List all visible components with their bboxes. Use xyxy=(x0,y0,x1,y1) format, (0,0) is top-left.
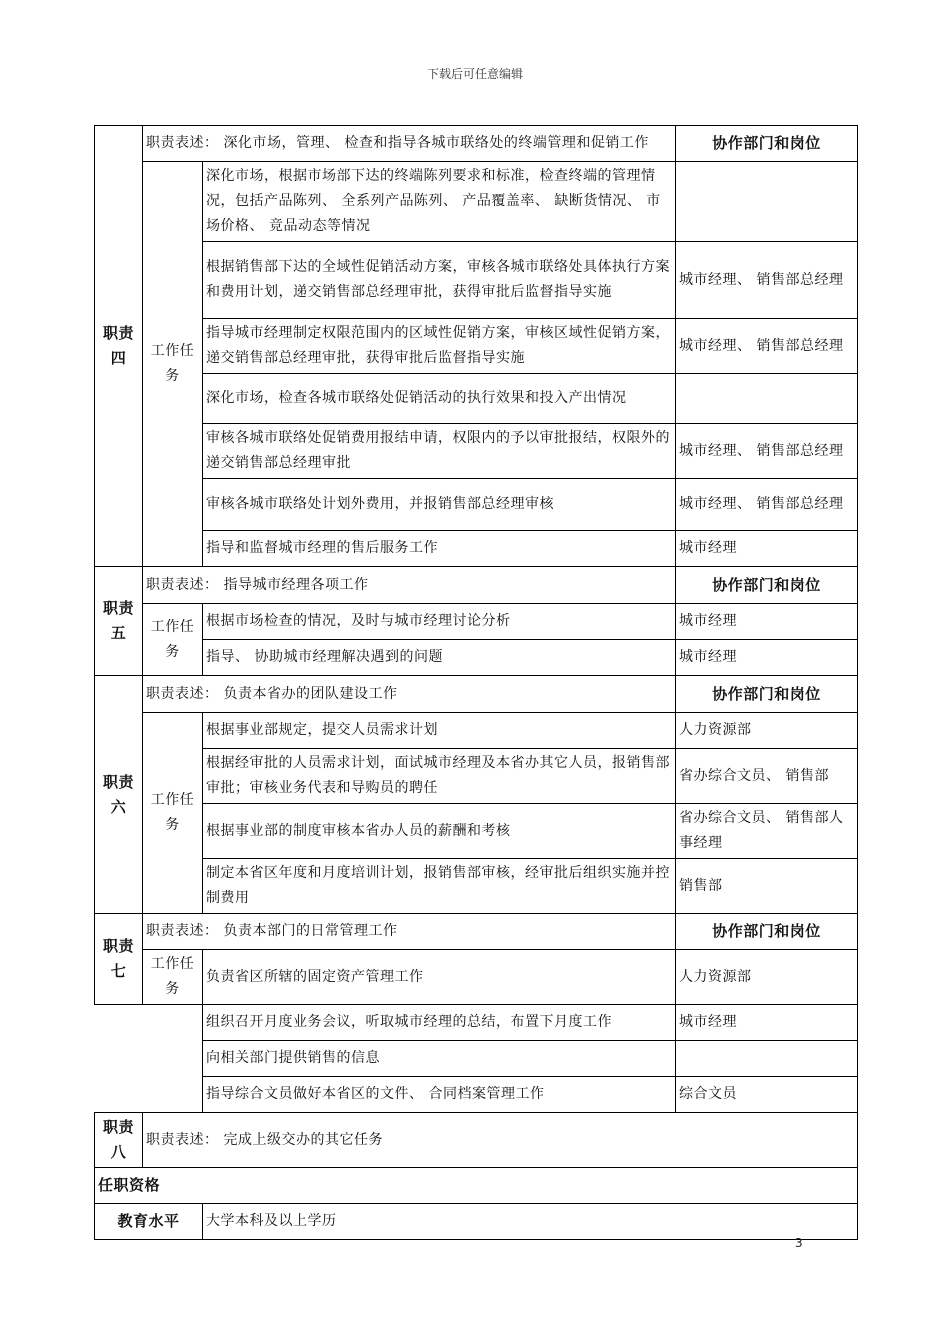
duty8-desc: 职责表述： 完成上级交办的其它任务 xyxy=(143,1113,858,1168)
table-row xyxy=(95,1005,858,1041)
collab-cell: 城市经理、 销售部总经理 xyxy=(676,424,858,479)
table-row xyxy=(95,424,858,479)
table-row xyxy=(95,950,858,1005)
duty5-desc: 职责表述： 指导城市经理各项工作 xyxy=(143,567,676,604)
duty7-title: 职责七 xyxy=(95,914,143,1005)
collab-cell: 省办综合文员、 销售部 xyxy=(676,749,858,804)
duty8-title: 职责八 xyxy=(95,1113,143,1168)
collab-cell: 城市经理、 销售部总经理 xyxy=(676,479,858,531)
table-row xyxy=(95,804,858,859)
table-row xyxy=(95,749,858,804)
task-cell: 指导城市经理制定权限范围内的区域性促销方案，审核区域性促销方案，递交销售部总经理审批，获得审批后监督指导实施 xyxy=(203,319,676,374)
task-cell: 指导和监督城市经理的售后服务工作 xyxy=(203,531,676,567)
collab-cell: 城市经理 xyxy=(676,1005,858,1041)
duty4-work-tasks-label: 工作任务 xyxy=(143,162,203,567)
collab-cell: 人力资源部 xyxy=(676,950,858,1005)
empty-cell xyxy=(95,1041,203,1077)
duty4-desc-row xyxy=(95,126,858,162)
duty4-title: 职责四 xyxy=(95,126,143,567)
task-cell: 向相关部门提供销售的信息 xyxy=(203,1041,676,1077)
table-row xyxy=(95,713,858,749)
task-cell: 指导综合文员做好本省区的文件、 合同档案管理工作 xyxy=(203,1077,676,1113)
table-row xyxy=(95,479,858,531)
table-row xyxy=(95,319,858,374)
qualifications-title: 任职资格 xyxy=(95,1168,858,1204)
page-header: 下载后可任意编辑 xyxy=(426,67,523,81)
task-cell: 负责省区所辖的固定资产管理工作 xyxy=(203,950,676,1005)
table-row xyxy=(95,1041,858,1077)
collab-cell xyxy=(676,162,858,242)
collab-cell xyxy=(676,374,858,424)
duty6-collab-header: 协作部门和岗位 xyxy=(676,676,858,713)
duty5-title: 职责五 xyxy=(95,567,143,676)
task-cell: 深化市场，检查各城市联络处促销活动的执行效果和投入产出情况 xyxy=(203,374,676,424)
task-cell: 根据事业部的制度审核本省办人员的薪酬和考核 xyxy=(203,804,676,859)
duty8-row xyxy=(95,1113,858,1168)
duty-table xyxy=(94,125,858,1240)
task-cell: 制定本省区年度和月度培训计划，报销售部审核，经审批后组织实施并控制费用 xyxy=(203,859,676,914)
duty7-desc-row xyxy=(95,914,858,950)
task-cell: 深化市场，根据市场部下达的终端陈列要求和标准，检查终端的管理情况，包括产品陈列、 全系列产品陈列、 产品覆盖率、 缺断货情况、 市场价格、 竞品动态等情况 xyxy=(203,162,676,242)
duty5-work-tasks-label: 工作任务 xyxy=(143,604,203,676)
table-row xyxy=(95,531,858,567)
table-row xyxy=(95,859,858,914)
empty-cell xyxy=(95,1077,203,1113)
task-cell: 审核各城市联络处促销费用报结申请，权限内的予以审批报结，权限外的递交销售部总经理审批 xyxy=(203,424,676,479)
collab-cell xyxy=(676,1041,858,1077)
collab-cell: 综合文员 xyxy=(676,1077,858,1113)
qualifications-row xyxy=(95,1168,858,1204)
task-cell: 组织召开月度业务会议，听取城市经理的总结，布置下月度工作 xyxy=(203,1005,676,1041)
duty4-collab-header: 协作部门和岗位 xyxy=(676,126,858,162)
table-row xyxy=(95,1077,858,1113)
collab-cell: 城市经理 xyxy=(676,531,858,567)
task-cell: 根据事业部规定，提交人员需求计划 xyxy=(203,713,676,749)
duty7-work-tasks-label: 工作任务 xyxy=(143,950,203,1005)
table-row xyxy=(95,242,858,319)
collab-cell: 人力资源部 xyxy=(676,713,858,749)
collab-cell: 省办综合文员、 销售部人事经理 xyxy=(676,804,858,859)
duty6-desc: 职责表述： 负责本省办的团队建设工作 xyxy=(143,676,676,713)
duty5-collab-header: 协作部门和岗位 xyxy=(676,567,858,604)
table-row xyxy=(95,162,858,242)
education-row xyxy=(95,1204,858,1240)
table-row xyxy=(95,374,858,424)
duty6-title: 职责六 xyxy=(95,676,143,914)
task-cell: 指导、 协助城市经理解决遇到的问题 xyxy=(203,640,676,676)
collab-cell: 城市经理 xyxy=(676,640,858,676)
empty-cell xyxy=(95,1005,203,1041)
duty6-desc-row xyxy=(95,676,858,713)
collab-cell: 城市经理、 销售部总经理 xyxy=(676,242,858,319)
task-cell: 根据经审批的人员需求计划，面试城市经理及本省办其它人员，报销售部审批；审核业务代表和导购员的聘任 xyxy=(203,749,676,804)
education-value: 大学本科及以上学历 xyxy=(203,1204,858,1240)
duty5-desc-row xyxy=(95,567,858,604)
collab-cell: 城市经理 xyxy=(676,604,858,640)
collab-cell: 城市经理、 销售部总经理 xyxy=(676,319,858,374)
duty6-work-tasks-label: 工作任务 xyxy=(143,713,203,914)
duty7-collab-header: 协作部门和岗位 xyxy=(676,914,858,950)
table-row xyxy=(95,640,858,676)
education-label: 教育水平 xyxy=(95,1204,203,1240)
task-cell: 根据市场检查的情况，及时与城市经理讨论分析 xyxy=(203,604,676,640)
duty7-desc: 职责表述： 负责本部门的日常管理工作 xyxy=(143,914,676,950)
table-row xyxy=(95,604,858,640)
task-cell: 根据销售部下达的全域性促销活动方案，审核各城市联络处具体执行方案和费用计划，递交销售部总经理审批，获得审批后监督指导实施 xyxy=(203,242,676,319)
page-number: 3 xyxy=(795,1236,803,1250)
duty4-desc: 职责表述： 深化市场，管理、 检查和指导各城市联络处的终端管理和促销工作 xyxy=(143,126,676,162)
task-cell: 审核各城市联络处计划外费用，并报销售部总经理审核 xyxy=(203,479,676,531)
collab-cell: 销售部 xyxy=(676,859,858,914)
